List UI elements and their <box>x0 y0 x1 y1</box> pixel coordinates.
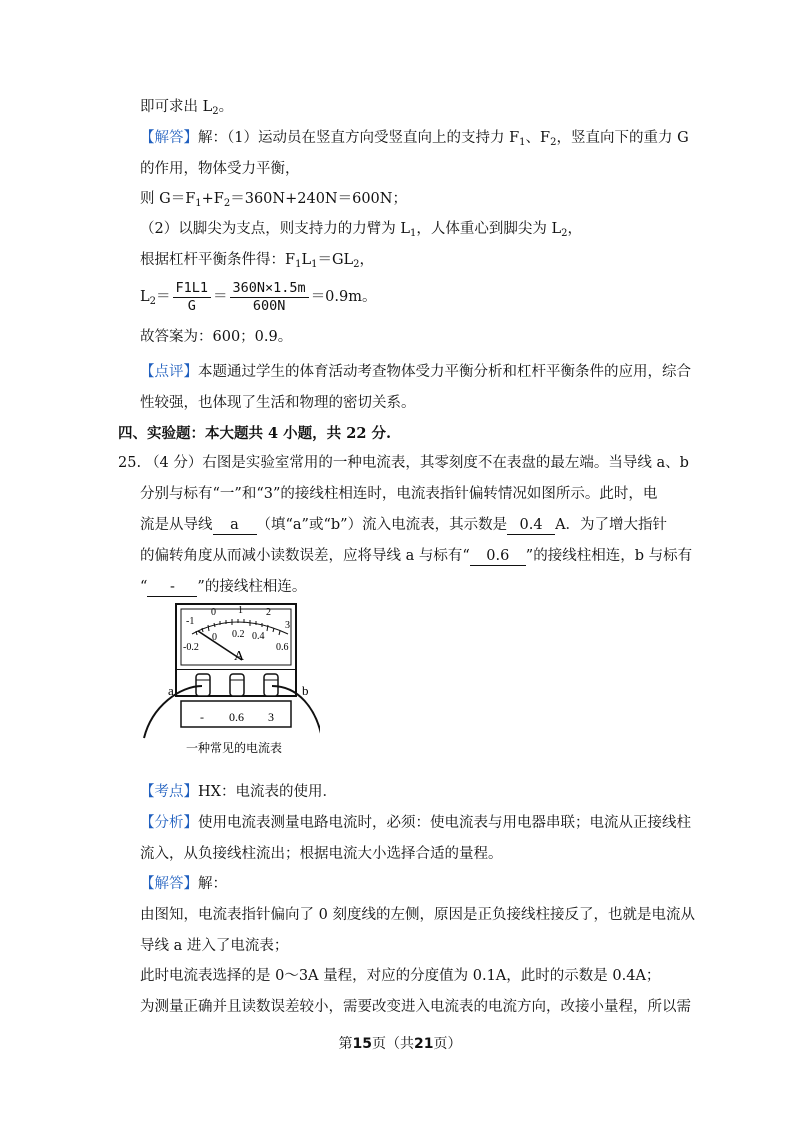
solution-line: 的作用，物体受力平衡， <box>140 161 300 177</box>
formula-line: $L_2=$ $\frac{F1L1}{G}$ ＝ $\frac{360N\times 1.5m}{600N}$ ＝0.9m。 <box>140 279 377 314</box>
fraction: $\frac{360N\times 1.5m}{600N}$ <box>230 280 309 315</box>
bottom-tick-label: 0 <box>212 632 217 643</box>
top-tick-label: 0 <box>211 607 216 618</box>
solution-line: 【解答】解：（1）运动员在竖直方向受竖直向上的支持力 $F_1$、$F_2$，竖直向下的重力 G <box>140 130 689 148</box>
solution-line: 根据杠杆平衡条件得：$F_1L_1=GL_2$， <box>140 252 375 270</box>
top-tick-label: -1 <box>186 616 195 627</box>
figure-caption: 一种常见的电流表 <box>186 741 283 755</box>
terminal-label: 3 <box>268 710 274 724</box>
terminal-label: - <box>200 710 204 724</box>
comment-tag: 【点评】 <box>140 364 198 380</box>
kaodian-line: 【考点】HX：电流表的使用． <box>140 784 337 800</box>
bottom-tick-label: 0.4 <box>252 631 265 642</box>
question-line: 25. （4 分）右图是实验室常用的一种电流表，其零刻度不在表盘的最左端。当导线 a、b <box>118 455 689 471</box>
question-line: 流是从导线 a （填“a”或“b”）流入电流表，其示数是 0.4 A．为了增大指针 <box>140 517 668 533</box>
terminal-post-0-6 <box>230 674 244 696</box>
answer-blank: a <box>213 516 257 535</box>
wire-a-label: a <box>168 683 174 698</box>
top-tick-label: 3 <box>285 620 290 631</box>
kaodian-tag: 【考点】 <box>140 784 198 800</box>
answer-blank: - <box>147 578 197 597</box>
ammeter-figure <box>140 600 320 760</box>
answer-line: 由图知，电流表指针偏向了 0 刻度线的左侧，原因是正负接线柱接反了，也就是电流从 <box>140 907 695 923</box>
question-line: “ - ”的接线柱相连。 <box>140 579 307 595</box>
comment-line: 性较强，也体现了生活和物理的密切关系。 <box>140 395 416 411</box>
answer-line: 为测量正确并且读数误差较小，需要改变进入电流表的电流方向，改接小量程，所以需 <box>140 999 691 1015</box>
terminal-post-negative <box>196 674 210 696</box>
solution-line: 则 $G=F_1+F_2=360N+240N=600N$； <box>140 191 407 209</box>
answer-blank: 0.4 <box>507 516 555 535</box>
page-footer: 第15页（共21页） <box>338 1036 462 1052</box>
terminal-label: 0.6 <box>229 710 244 724</box>
solution-line: 即可求出 $L_2$。 <box>140 99 234 117</box>
analysis-tag: 【分析】 <box>140 815 198 831</box>
analysis-line: 【分析】使用电流表测量电路电流时，必须：使电流表与用电器串联；电流从正接线柱 <box>140 815 691 831</box>
total-page-number: 21 <box>414 1036 434 1052</box>
analysis-line: 流入，从负接线柱流出；根据电流大小选择合适的量程。 <box>140 846 503 862</box>
unit-label: A <box>234 649 245 664</box>
answer-tag: 【解答】 <box>140 876 198 892</box>
answer-tag: 【解答】 <box>140 130 198 146</box>
answer-line: 【解答】解： <box>140 876 227 892</box>
answer-line: 导线 a 进入了电流表； <box>140 938 289 954</box>
top-tick-label: 2 <box>266 607 271 618</box>
top-tick-label: 1 <box>238 605 243 616</box>
fraction: $\frac{F1L1}{G}$ <box>173 280 212 315</box>
current-page-number: 15 <box>352 1036 372 1052</box>
solution-line: 故答案为：600；0.9。 <box>140 329 293 345</box>
terminal-post-3 <box>264 674 278 696</box>
bottom-tick-label: 0.2 <box>232 629 245 640</box>
comment-line: 【点评】本题通过学生的体育活动考查物体受力平衡分析和杠杆平衡条件的应用，综合 <box>140 364 691 380</box>
bottom-tick-label: 0.6 <box>276 642 289 653</box>
question-line: 的偏转角度从而减小读数误差，应将导线 a 与标有“ 0.6 ”的接线柱相连，b 与标有 <box>140 548 693 564</box>
bottom-tick-label: -0.2 <box>183 642 199 653</box>
answer-blank: 0.6 <box>470 547 526 566</box>
solution-line: （2）以脚尖为支点，则支持力的力臂为 $L_1$，人体重心到脚尖为 $L_2$， <box>140 221 582 239</box>
answer-line: 此时电流表选择的是 0～3A 量程，对应的分度值为 0.1A，此时的示数是 0.4A； <box>140 968 661 984</box>
question-line: 分别与标有“一”和“3”的接线柱相连时，电流表指针偏转情况如图所示。此时，电 <box>140 486 658 502</box>
wire-b-label: b <box>302 683 309 698</box>
section-heading: 四、实验题：本大题共 4 小题，共 22 分. <box>118 425 392 442</box>
